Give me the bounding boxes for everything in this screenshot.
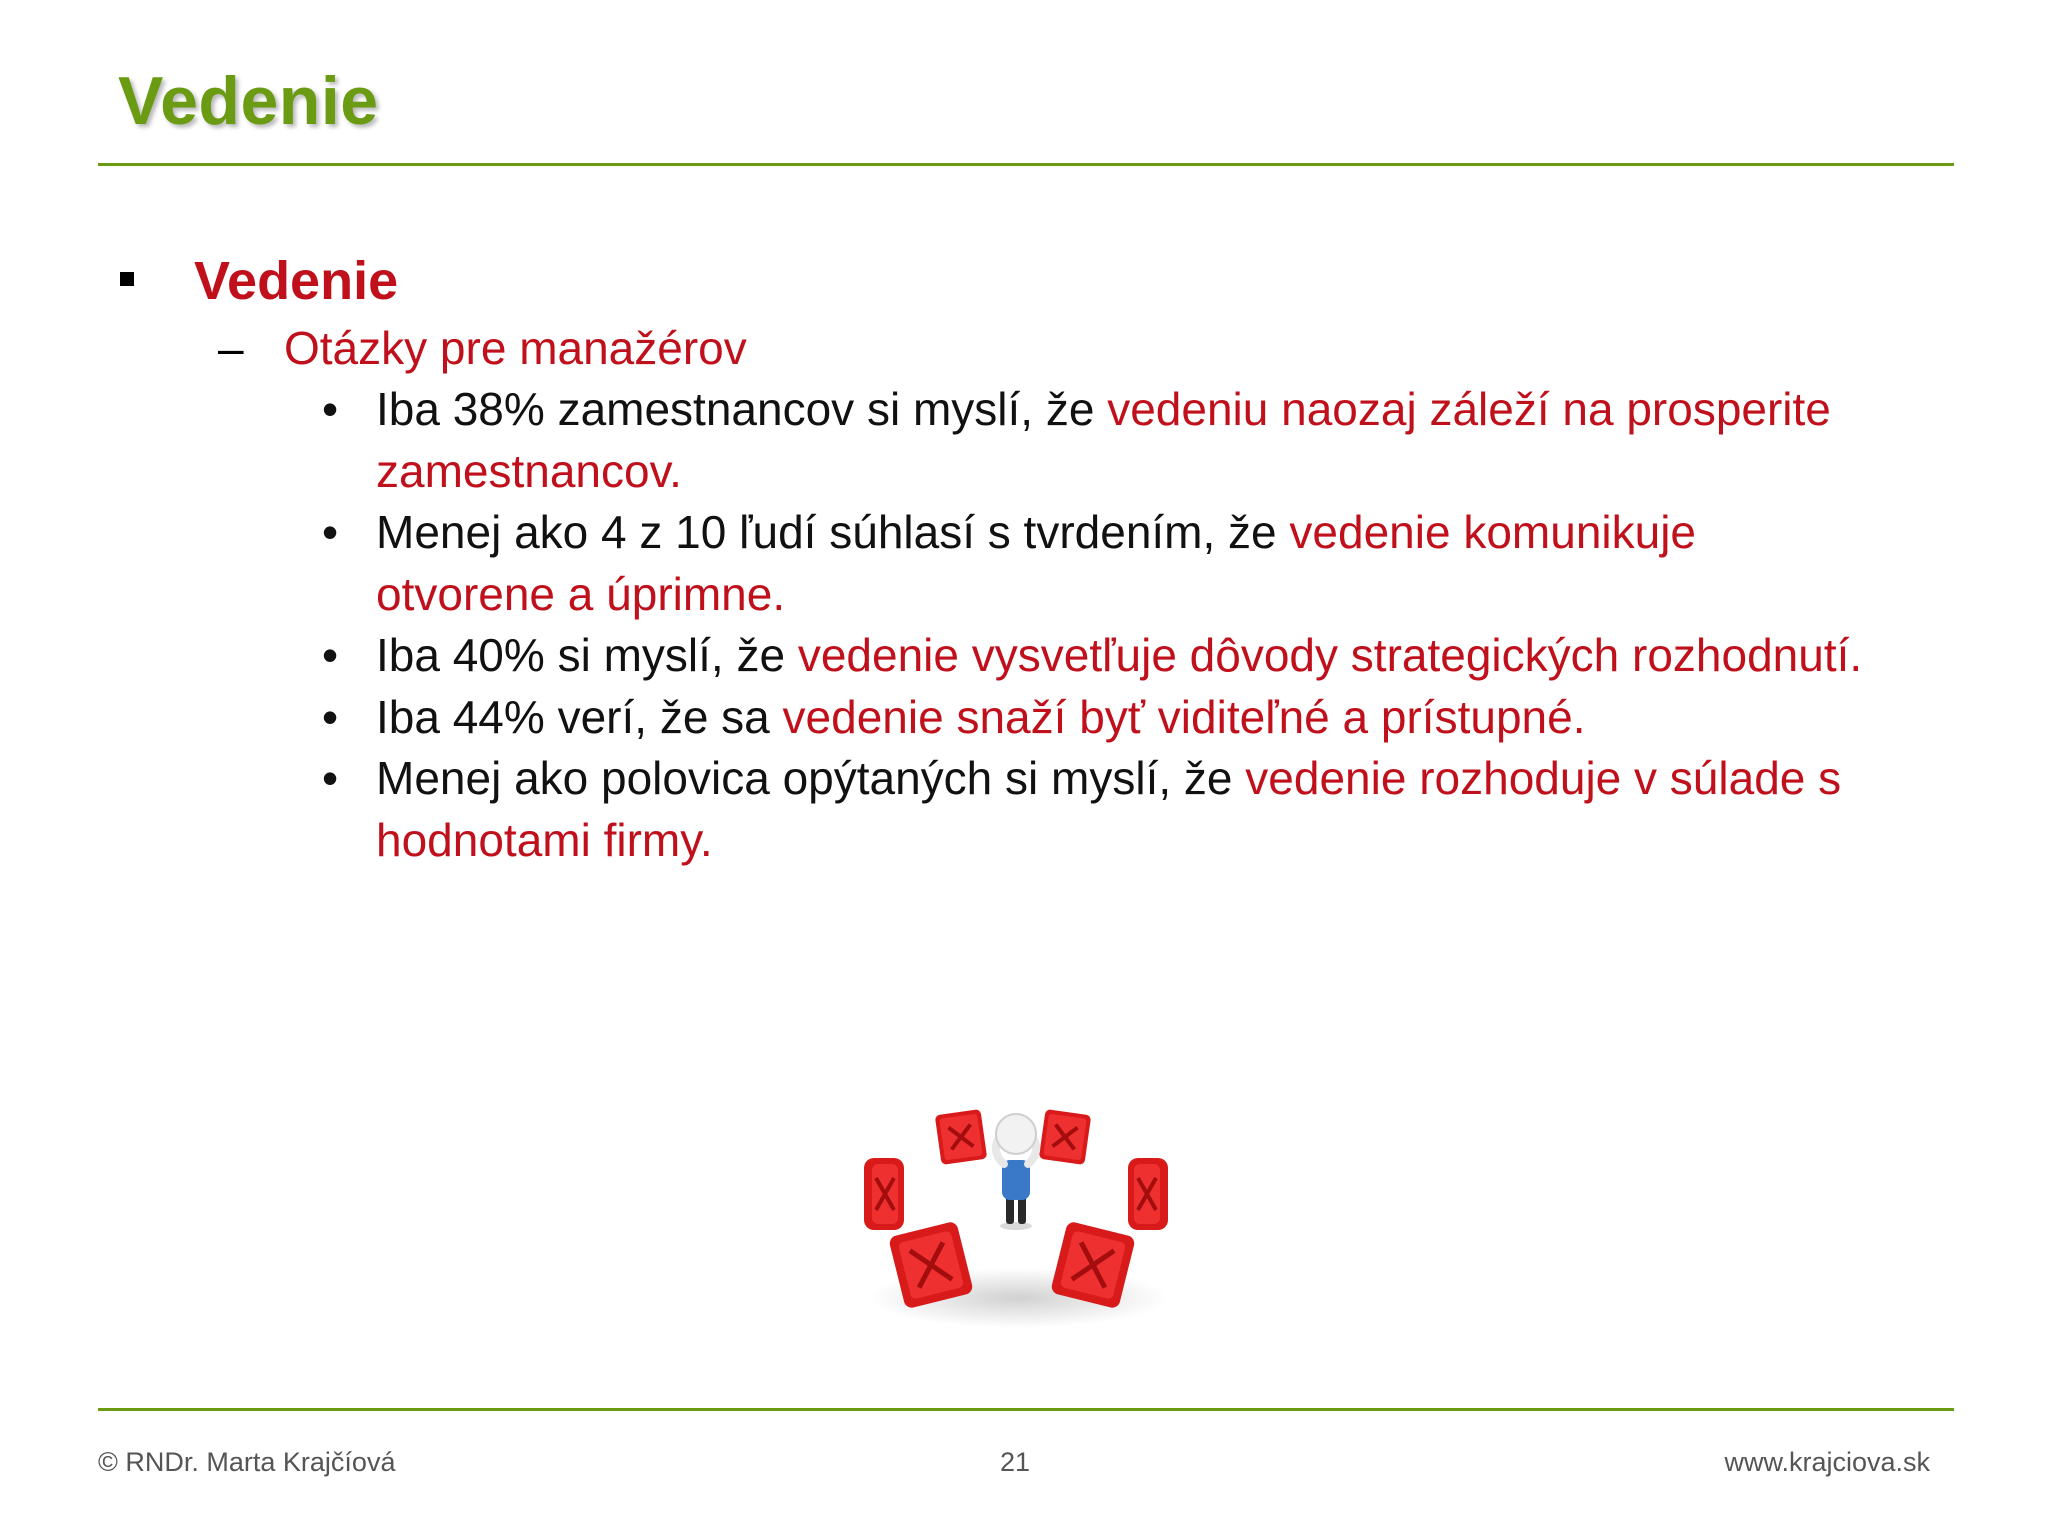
list-item [318,748,1878,871]
bullet-text: Iba 44% verí, že sa [376,690,783,743]
main-heading: Vedenie [194,251,399,311]
bullet-text: Menej ako polovica opýtaných si myslí, že [376,752,1246,804]
bullet-highlight: vedeniu naozaj záleží na prosperite zamestnancov. [376,383,1831,497]
footer-page-number: 21 [1000,1447,1031,1477]
list-item [318,625,1878,687]
list-item [318,502,1878,625]
red-x-box-icon [864,1158,904,1230]
dash-bullet-icon: – [218,322,244,374]
sub-heading: Otázky pre manažérov [284,322,747,374]
bullet-text: Iba 38% zamestnancov si myslí, že [376,383,1108,435]
red-x-box-icon [935,1109,988,1165]
bullet-dot-icon: • [322,752,339,804]
bullet-highlight: vedenie vysvetľuje dôvody strategických rozhodnutí. [797,629,1863,681]
footer-website: www.krajciova.sk [1724,1447,1930,1477]
bullet-text: Menej ako 4 z 10 ľudí súhlasí s tvrdením, že [376,506,1290,558]
bullet-dot-icon: • [322,383,339,435]
red-x-box-icon [1039,1109,1092,1165]
footer-divider [98,1408,1954,1411]
bullet-highlight: vedenie rozhoduje v súlade s hodnotami firmy. [376,752,1842,866]
square-bullet-icon [120,272,134,286]
list-item [318,379,1878,502]
bullet-dot-icon: • [322,690,339,743]
slide-title: Vedenie [118,63,379,139]
footer-copyright: © RNDr. Marta Krajčíová [98,1447,396,1477]
title-divider [98,163,1954,166]
list-item [318,687,1878,749]
bullet-highlight: vedenie komunikuje otvorene a úprimne. [376,506,1697,620]
bullet-text: Iba 40% si myslí, že [376,629,798,681]
bullet-dot-icon: • [322,506,339,558]
bullet-list [318,379,1878,871]
person-figure-icon [996,1114,1036,1230]
confused-person-illustration [858,1098,1178,1338]
bullet-highlight: vedenie snaží byť viditeľné a prístupné. [782,690,1586,743]
red-x-box-icon [1128,1158,1168,1230]
bullet-dot-icon: • [322,629,339,681]
